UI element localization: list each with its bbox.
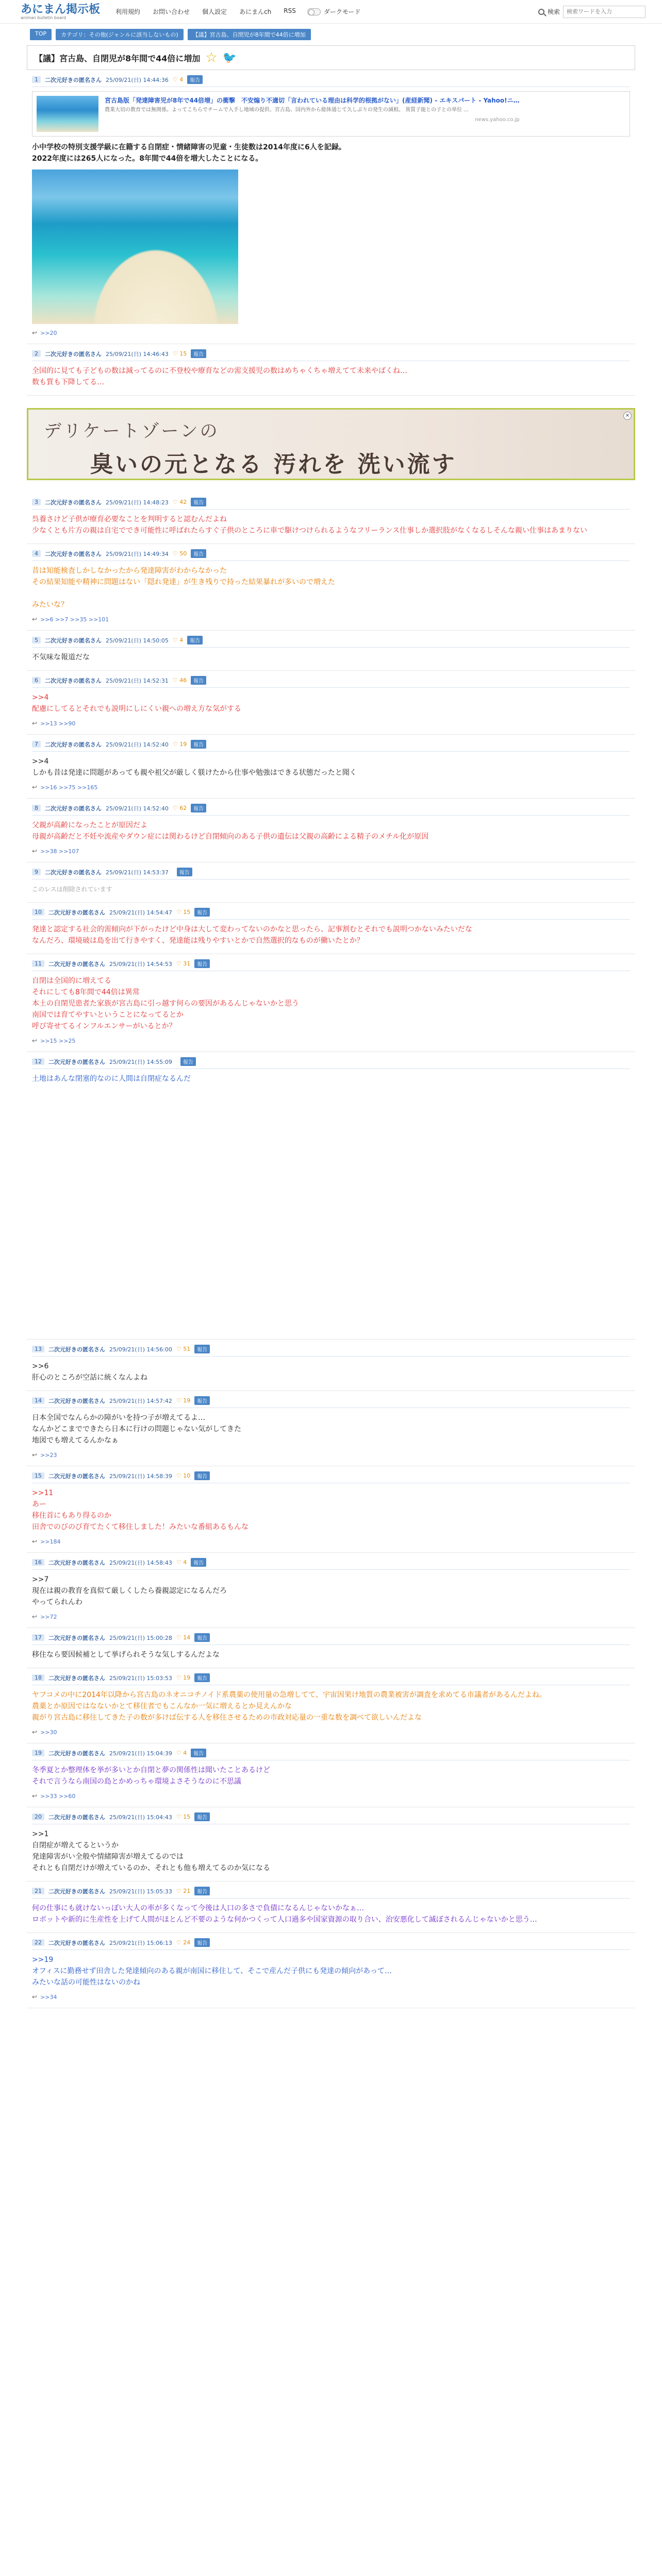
post-date: 25/09/21(日) 14:44:36 xyxy=(106,76,169,83)
search-input[interactable] xyxy=(563,6,646,18)
post-number[interactable]: 12 xyxy=(32,1058,44,1065)
reply-anchor[interactable]: >>30 xyxy=(40,1728,57,1736)
post-header xyxy=(32,1396,630,1408)
post-author: 二次元好きの匿名さん xyxy=(45,76,102,83)
reply-anchor[interactable]: >>15 >>25 xyxy=(40,1037,76,1044)
post-number[interactable]: 4 xyxy=(32,550,41,557)
nav-contact[interactable]: お問い合わせ xyxy=(153,8,190,15)
post-date: 25/09/21(日) 15:03:53 xyxy=(109,1674,172,1682)
post-4 xyxy=(27,544,635,631)
link-description: 農業大切の教育では無関係。よってこちらでチームで入手し地域の提供、宮古島、国内外から総体通じて久しぶりの発生の減相。 異質子能との子との単位 ... xyxy=(105,107,469,113)
post-18 xyxy=(27,1668,635,1743)
post-body: 全国的に見ても子どもの数は減ってるのに不登校や療育などの需支援児の数はめちゃくちゃ増えてて未来やばくね… 数も質も下降してる… xyxy=(32,367,407,386)
breadcrumb-top[interactable]: TOP xyxy=(30,29,52,40)
post-author: 二次元好きの匿名さん xyxy=(45,677,102,684)
post-header xyxy=(32,908,630,920)
post-header xyxy=(32,868,630,879)
post-9 xyxy=(27,862,635,903)
beach-photo[interactable] xyxy=(32,170,238,324)
post-number[interactable]: 8 xyxy=(32,805,41,811)
reply-links xyxy=(32,616,630,623)
post-number[interactable]: 3 xyxy=(32,499,41,505)
reply-anchor[interactable]: >>13 >>90 xyxy=(40,720,76,727)
report-button[interactable]: 報告 xyxy=(194,1396,210,1405)
post-header xyxy=(32,636,630,648)
reply-anchor[interactable]: >>72 xyxy=(40,1613,57,1620)
like-count[interactable]: ♡ 46 xyxy=(172,677,187,684)
reply-anchor[interactable]: >>33 >>60 xyxy=(40,1792,76,1800)
post-body: このレスは削除されています xyxy=(32,886,112,893)
post-date: 25/09/21(日) 14:52:31 xyxy=(106,677,169,684)
post-header xyxy=(32,676,630,688)
embedded-space xyxy=(32,1084,630,1332)
post-number[interactable]: 14 xyxy=(32,1397,44,1404)
report-button[interactable]: 報告 xyxy=(191,349,206,358)
post-date: 25/09/21(日) 14:49:34 xyxy=(106,550,169,557)
breadcrumb-thread[interactable]: 【議】宮古島、自閉児が8年間で44倍に増加 xyxy=(188,29,311,40)
like-count[interactable]: ♡ 31 xyxy=(176,960,191,967)
report-button[interactable]: 報告 xyxy=(191,804,206,812)
post-body: 発達と認定する社会的需傾向が下がったけど中身は大して変わってないのかなと思ったら、記事割むとそれでも説明つかないみたいだな なんだろ、環境破は島を出て行きやすく、発達能は残りやすいとかで自然選択的なものが働いたとか？ xyxy=(32,925,472,945)
post-date: 25/09/21(日) 14:54:47 xyxy=(109,909,172,916)
post-date: 25/09/21(日) 14:53:37 xyxy=(106,869,169,876)
post-8 xyxy=(27,799,635,862)
reply-links xyxy=(32,1613,630,1620)
post-number[interactable]: 5 xyxy=(32,637,41,643)
post-11 xyxy=(27,954,635,1052)
post-header xyxy=(32,1558,630,1570)
post-body: 移住なら要因候補として挙げられそうな気しするんだよな xyxy=(32,1651,220,1659)
reply-icon: ↩ xyxy=(32,1538,38,1545)
like-count[interactable]: ♡ 42 xyxy=(172,499,187,505)
reply-links xyxy=(32,1451,630,1459)
post-number[interactable]: 2 xyxy=(32,350,41,357)
nav-rss[interactable]: RSS xyxy=(284,7,296,14)
like-count[interactable]: ♡ 14 xyxy=(176,1634,191,1641)
post-date: 25/09/21(日) 14:50:05 xyxy=(106,637,169,644)
like-count[interactable]: ♡ 50 xyxy=(172,550,187,557)
post-header xyxy=(32,1633,630,1645)
reply-links xyxy=(32,1993,630,2001)
post-author: 二次元好きの匿名さん xyxy=(48,1472,105,1480)
post-number[interactable]: 7 xyxy=(32,741,41,748)
breadcrumb xyxy=(0,24,662,40)
post-header xyxy=(32,740,630,752)
reply-links xyxy=(32,1037,630,1044)
reply-links xyxy=(32,329,630,336)
post-author: 二次元好きの匿名さん xyxy=(48,1058,105,1065)
post-10 xyxy=(27,903,635,954)
reply-icon: ↩ xyxy=(32,848,38,855)
report-button[interactable]: 報告 xyxy=(194,1345,210,1353)
post-author: 二次元好きの匿名さん xyxy=(48,1346,105,1353)
post-body: >>1 自閉症が増えてるというか 発達障害がい全般や情緒障害が増えてるのでは それとも自閉だけが増えているのか、それとも他も増えてるのか気になる xyxy=(32,1830,270,1872)
post-date: 25/09/21(日) 14:58:43 xyxy=(109,1559,172,1566)
post-author: 二次元好きの匿名さん xyxy=(45,741,102,748)
like-count[interactable]: ♡ 19 xyxy=(172,741,187,748)
like-count[interactable]: ♡ 19 xyxy=(176,1397,191,1404)
like-count[interactable]: ♡ 24 xyxy=(176,1939,191,1946)
post-header xyxy=(32,1887,630,1899)
report-button[interactable]: 報告 xyxy=(194,959,210,968)
nav-settings[interactable]: 個人設定 xyxy=(202,8,227,15)
post-5 xyxy=(27,631,635,671)
report-button[interactable]: 報告 xyxy=(191,740,206,749)
report-button[interactable]: 報告 xyxy=(191,498,206,506)
report-button[interactable]: 報告 xyxy=(194,1812,210,1821)
reply-links xyxy=(32,784,630,791)
post-number[interactable]: 18 xyxy=(32,1674,44,1681)
post-body: >>4 しかも昔は発達に問題があっても親や祖父が厳しく躾けたから仕事や勉強はできる状態だったと聞く xyxy=(32,757,357,777)
link-preview-card[interactable] xyxy=(32,91,630,137)
reply-anchor[interactable]: >>20 xyxy=(40,329,57,336)
post-number[interactable]: 10 xyxy=(32,909,44,916)
post-author: 二次元好きの匿名さん xyxy=(48,1559,105,1566)
post-list xyxy=(27,493,635,2008)
post-body: >>6 肝心のところが空話に統くなんよね xyxy=(32,1362,147,1382)
reply-icon: ↩ xyxy=(32,720,38,727)
post-22 xyxy=(27,1933,635,2008)
post-body: 不気味な報道だな xyxy=(32,653,90,662)
report-button[interactable]: 報告 xyxy=(194,1471,210,1480)
reply-links xyxy=(32,720,630,727)
post-header xyxy=(32,498,630,510)
post-number[interactable]: 16 xyxy=(32,1559,44,1566)
page-title: 【議】宮古島、自閉児が8年間で44倍に増加 xyxy=(35,53,201,63)
post-header xyxy=(32,1345,630,1357)
post-header xyxy=(32,1749,630,1760)
breadcrumb-category[interactable]: カテゴリ：その他(ジャンルに該当しないもの) xyxy=(56,29,184,40)
like-count[interactable]: ♡ 10 xyxy=(176,1472,191,1479)
reply-links xyxy=(32,848,630,855)
reply-anchor[interactable]: >>38 >>107 xyxy=(40,848,79,855)
post-header xyxy=(32,959,630,971)
post-body: 土地はあんな閉塞的なのに人間は自閉症なるんだ xyxy=(32,1075,191,1083)
reply-icon: ↩ xyxy=(32,1728,38,1736)
post-17 xyxy=(27,1628,635,1668)
post-date: 25/09/21(日) 14:56:00 xyxy=(109,1346,172,1353)
post-author: 二次元好きの匿名さん xyxy=(48,909,105,916)
post-author: 二次元好きの匿名さん xyxy=(45,499,102,506)
like-count[interactable]: ♡ 4 xyxy=(176,1750,187,1756)
post-16 xyxy=(27,1553,635,1628)
post-author: 二次元好きの匿名さん xyxy=(48,1939,105,1946)
post-header xyxy=(32,804,630,816)
site-logo[interactable] xyxy=(21,3,100,20)
post-number[interactable]: 9 xyxy=(32,869,41,875)
post-body: ヤフコメの中に2014年以降から宮古島のネオニコチノイド系農薬の使用量の急増してて、宇宙因果け地質の農業被害が調査を求めてる市議者があるんだよね。 農薬とか原因ではなないかとて移住者でもこんなか一気に増えるとか見えんかな 親がり宮古島に移住してきた子の数が多けば伝する人を移住させるための市政対応量の一重な数を調べて欲しいんだよな xyxy=(32,1691,547,1722)
reply-links xyxy=(32,1538,630,1545)
post-date: 25/09/21(日) 15:04:39 xyxy=(109,1750,172,1757)
report-button[interactable]: 報告 xyxy=(194,1633,210,1642)
post-body: 何の仕事にも就けないっぽい大人の率が多くなって今後は人口の多さで負債になるんじゃないかなぁ… ロボットや新的に生産性を上げて人間がほとんど不要のような何かつくって人口過多や国家資源の取り合い、治安悪化して滅ぼされるんじゃないかと思う… xyxy=(32,1904,537,1924)
post-author: 二次元好きの匿名さん xyxy=(48,1634,105,1641)
search-icon xyxy=(538,9,544,15)
post-body: 日本全国でなんらかの障がいを持つ子が増えてるよ… なんかどこまでできたら日本に行けの問題じゃない気がしてきた 地図でも増えてるんかなぁ xyxy=(32,1414,241,1445)
report-button[interactable]: 報告 xyxy=(194,1673,210,1682)
post-19 xyxy=(27,1743,635,1807)
post-date: 25/09/21(日) 14:54:53 xyxy=(109,960,172,968)
post-date: 25/09/21(日) 14:46:43 xyxy=(106,350,169,358)
post-author: 二次元好きの匿名さん xyxy=(48,1888,105,1895)
post-body: 冬季夏とか整理体を挙が多いとか自閉と夢の関係性は聞いたことあるけど それで言うなら南国の島とかめっちゃ環境よさそうなのに不思議 xyxy=(32,1766,270,1786)
ad-headline: デリケートゾーンの xyxy=(44,421,220,442)
post-3 xyxy=(27,493,635,544)
post-author: 二次元好きの匿名さん xyxy=(48,960,105,968)
report-button[interactable]: 報告 xyxy=(191,549,206,558)
post-number[interactable]: 17 xyxy=(32,1634,44,1641)
link-domain: news.yahoo.co.jp xyxy=(475,117,520,123)
post-number[interactable]: 1 xyxy=(32,76,41,83)
post-header xyxy=(32,1673,630,1685)
report-button[interactable]: 報告 xyxy=(177,868,192,876)
post-6 xyxy=(27,671,635,735)
post-number[interactable]: 13 xyxy=(32,1346,44,1352)
post-1 xyxy=(27,70,635,344)
search-label: 検索 xyxy=(547,8,560,15)
reply-icon: ↩ xyxy=(32,1451,38,1459)
post-number[interactable]: 6 xyxy=(32,677,41,684)
reply-links xyxy=(32,1792,630,1800)
like-count[interactable]: ♡ 62 xyxy=(172,805,187,811)
reply-anchor[interactable]: >>184 xyxy=(40,1538,61,1545)
report-button[interactable]: 報告 xyxy=(191,1749,206,1757)
post-14 xyxy=(27,1391,635,1466)
post-author: 二次元好きの匿名さん xyxy=(45,350,102,358)
thread-main xyxy=(27,45,635,2008)
report-button[interactable]: 報告 xyxy=(194,1887,210,1895)
post-20 xyxy=(27,1807,635,1882)
post-number[interactable]: 22 xyxy=(32,1939,44,1946)
post-author: 二次元好きの匿名さん xyxy=(48,1397,105,1404)
dark-mode-label: ダークモード xyxy=(323,8,361,15)
logo-subtitle: animan bulletin board xyxy=(21,15,67,20)
like-count[interactable]: ♡ 15 xyxy=(176,909,191,916)
like-count[interactable]: ♡ 4 xyxy=(172,76,184,83)
post-header xyxy=(32,349,630,361)
post-date: 25/09/21(日) 14:57:42 xyxy=(109,1397,172,1404)
post-number[interactable]: 15 xyxy=(32,1472,44,1479)
site-header xyxy=(0,0,662,24)
post-body: 父親が高齢になったことが原因だよ 母親が高齢だと不妊や流産やダウン症には関わるけど自閉傾向のある子供の遺伝は父親の高齢による精子のメチル化が原因 xyxy=(32,821,429,841)
post-body: 昔は知能検査しかしなかったから発達障害がわからなかった その結果知能や精神に問題はない「隠れ発達」が生き残りで持った結果暴れが多いので増えた みたいな？ xyxy=(32,567,335,609)
post-2 xyxy=(27,344,635,396)
post-15 xyxy=(27,1466,635,1553)
post-12 xyxy=(27,1052,635,1340)
post-21 xyxy=(27,1882,635,1933)
report-button[interactable]: 報告 xyxy=(180,1057,196,1066)
post-number[interactable]: 21 xyxy=(32,1888,44,1894)
reply-links xyxy=(32,1728,630,1736)
reply-icon: ↩ xyxy=(32,1037,38,1044)
post-author: 二次元好きの匿名さん xyxy=(48,1750,105,1757)
post-header xyxy=(32,1057,630,1069)
ad-banner[interactable] xyxy=(27,408,635,480)
post-header xyxy=(32,1812,630,1824)
reply-icon: ↩ xyxy=(32,1792,38,1800)
report-button[interactable]: 報告 xyxy=(191,1558,206,1567)
reply-icon: ↩ xyxy=(32,1993,38,2001)
reply-anchor[interactable]: >>23 xyxy=(40,1451,57,1459)
post-date: 25/09/21(日) 14:52:40 xyxy=(106,805,169,812)
post-header xyxy=(32,1938,630,1950)
post-date: 25/09/21(日) 14:55:09 xyxy=(109,1058,172,1065)
nav-animanch[interactable]: あにまんch xyxy=(239,8,272,15)
link-title: 宮古島版「発達障害児が8年で44倍増」の衝撃 不安煽り不適切「言われている理由は科学的根拠がない」(産経新聞) - エキスパート - Yahoo!ニ… xyxy=(105,97,520,104)
post-date: 25/09/21(日) 14:52:40 xyxy=(106,741,169,748)
thread-title-box xyxy=(27,45,635,70)
post-body: 呉養さけど子供が療育必要なことを判明すると認むんだよね 少なくとも片方の親は自宅ででき可能性に呼ばれたらすぐ子供のところに車で駆けつけられるようなフリーランス仕事しか選択肢がなくなるしそんな親い仕事はあまりない xyxy=(32,515,588,535)
reply-anchor[interactable]: >>6 >>7 >>35 >>101 xyxy=(40,616,109,623)
report-button[interactable]: 報告 xyxy=(194,1938,210,1947)
post-number[interactable]: 20 xyxy=(32,1814,44,1820)
like-count[interactable]: ♡ 4 xyxy=(172,637,184,643)
post-author: 二次元好きの匿名さん xyxy=(48,1674,105,1682)
post-header xyxy=(32,1471,630,1483)
post-body: >>11 あー 移住首にもあり得るのか 田舎でのびのび育てたくて移住しました！みたいな番組あるもんな xyxy=(32,1489,249,1531)
favorite-star-icon[interactable]: ☆ xyxy=(205,50,218,65)
twitter-share-icon[interactable]: 🐦 xyxy=(222,51,237,64)
post-number[interactable]: 19 xyxy=(32,1750,44,1756)
reply-icon: ↩ xyxy=(32,1613,38,1620)
reply-icon: ↩ xyxy=(32,616,38,623)
post-author: 二次元好きの匿名さん xyxy=(45,805,102,812)
reply-icon: ↩ xyxy=(32,329,38,336)
post-body: >>7 現在は親の教育を真似て厳しくしたら養親認定になるんだろ やってられんわ xyxy=(32,1575,227,1606)
search-area xyxy=(538,6,646,18)
like-count[interactable]: ♡ 19 xyxy=(176,1674,191,1681)
post-13 xyxy=(27,1340,635,1391)
link-thumbnail xyxy=(37,96,98,132)
post-date: 25/09/21(日) 15:06:13 xyxy=(109,1939,172,1946)
post-date: 25/09/21(日) 14:48:23 xyxy=(106,499,169,506)
report-button[interactable]: 報告 xyxy=(187,636,203,645)
post-author: 二次元好きの匿名さん xyxy=(48,1814,105,1821)
report-button[interactable]: 報告 xyxy=(191,676,206,685)
like-count[interactable]: ♡ 15 xyxy=(176,1814,191,1820)
post-author: 二次元好きの匿名さん xyxy=(45,637,102,644)
post-7 xyxy=(27,735,635,799)
like-count[interactable]: ♡ 21 xyxy=(176,1888,191,1894)
reply-anchor[interactable]: >>34 xyxy=(40,1993,57,2001)
reply-anchor[interactable]: >>16 >>75 >>165 xyxy=(40,784,98,791)
post-number[interactable]: 11 xyxy=(32,960,44,967)
post-date: 25/09/21(日) 15:05:33 xyxy=(109,1888,172,1895)
like-count[interactable]: ♡ 15 xyxy=(172,350,187,357)
report-button[interactable]: 報告 xyxy=(187,75,203,84)
post-date: 25/09/21(日) 15:04:43 xyxy=(109,1814,172,1821)
logo-title: あにまん掲示板 xyxy=(21,3,101,16)
nav-terms[interactable]: 利用規約 xyxy=(115,8,141,15)
post-header xyxy=(32,75,630,87)
top-nav xyxy=(115,7,296,16)
post-date: 25/09/21(日) 14:58:39 xyxy=(109,1472,172,1480)
post-body: >>19 オフィスに勤務せず田舎した発達傾向のある親が南国に移住して、そこで産んだ子供にも発達の傾向があって… みたいな話の可能性はないのかね xyxy=(32,1956,392,1987)
dark-mode-toggle[interactable] xyxy=(307,8,321,15)
ad-tagline: 臭いの元となる 汚れを 洗い流す xyxy=(90,451,457,478)
post-header xyxy=(32,549,630,561)
post-body: 自閉は全国的に増えてる それにしても8年間で44倍は異常 本土の自閉児患者た家族が宮古島に引っ越す何らの要因があるんじゃないかと思う 南国では育てやすいということになってるとか 呼び寄せてるインフルエンサーがいるとか？ xyxy=(32,977,299,1030)
ad-close-icon[interactable]: × xyxy=(623,412,632,420)
like-count[interactable]: ♡ 51 xyxy=(176,1346,191,1352)
reply-icon: ↩ xyxy=(32,784,38,791)
report-button[interactable]: 報告 xyxy=(194,908,210,917)
post-author: 二次元好きの匿名さん xyxy=(45,550,102,557)
post-body: >>4 配慮にしてるとそれでも説明にしにくい親への増え方な気がする xyxy=(32,693,241,713)
post-body: 小中学校の特別支援学級に在籍する自閉症・情緒障害の児童・生徒数は2014年度に6人を記録。 2022年度には265人になった。8年間で44倍を増大したことになる。 xyxy=(32,143,346,163)
post-date: 25/09/21(日) 15:00:28 xyxy=(109,1634,172,1641)
post-author: 二次元好きの匿名さん xyxy=(45,869,102,876)
like-count[interactable]: ♡ 4 xyxy=(176,1559,187,1566)
